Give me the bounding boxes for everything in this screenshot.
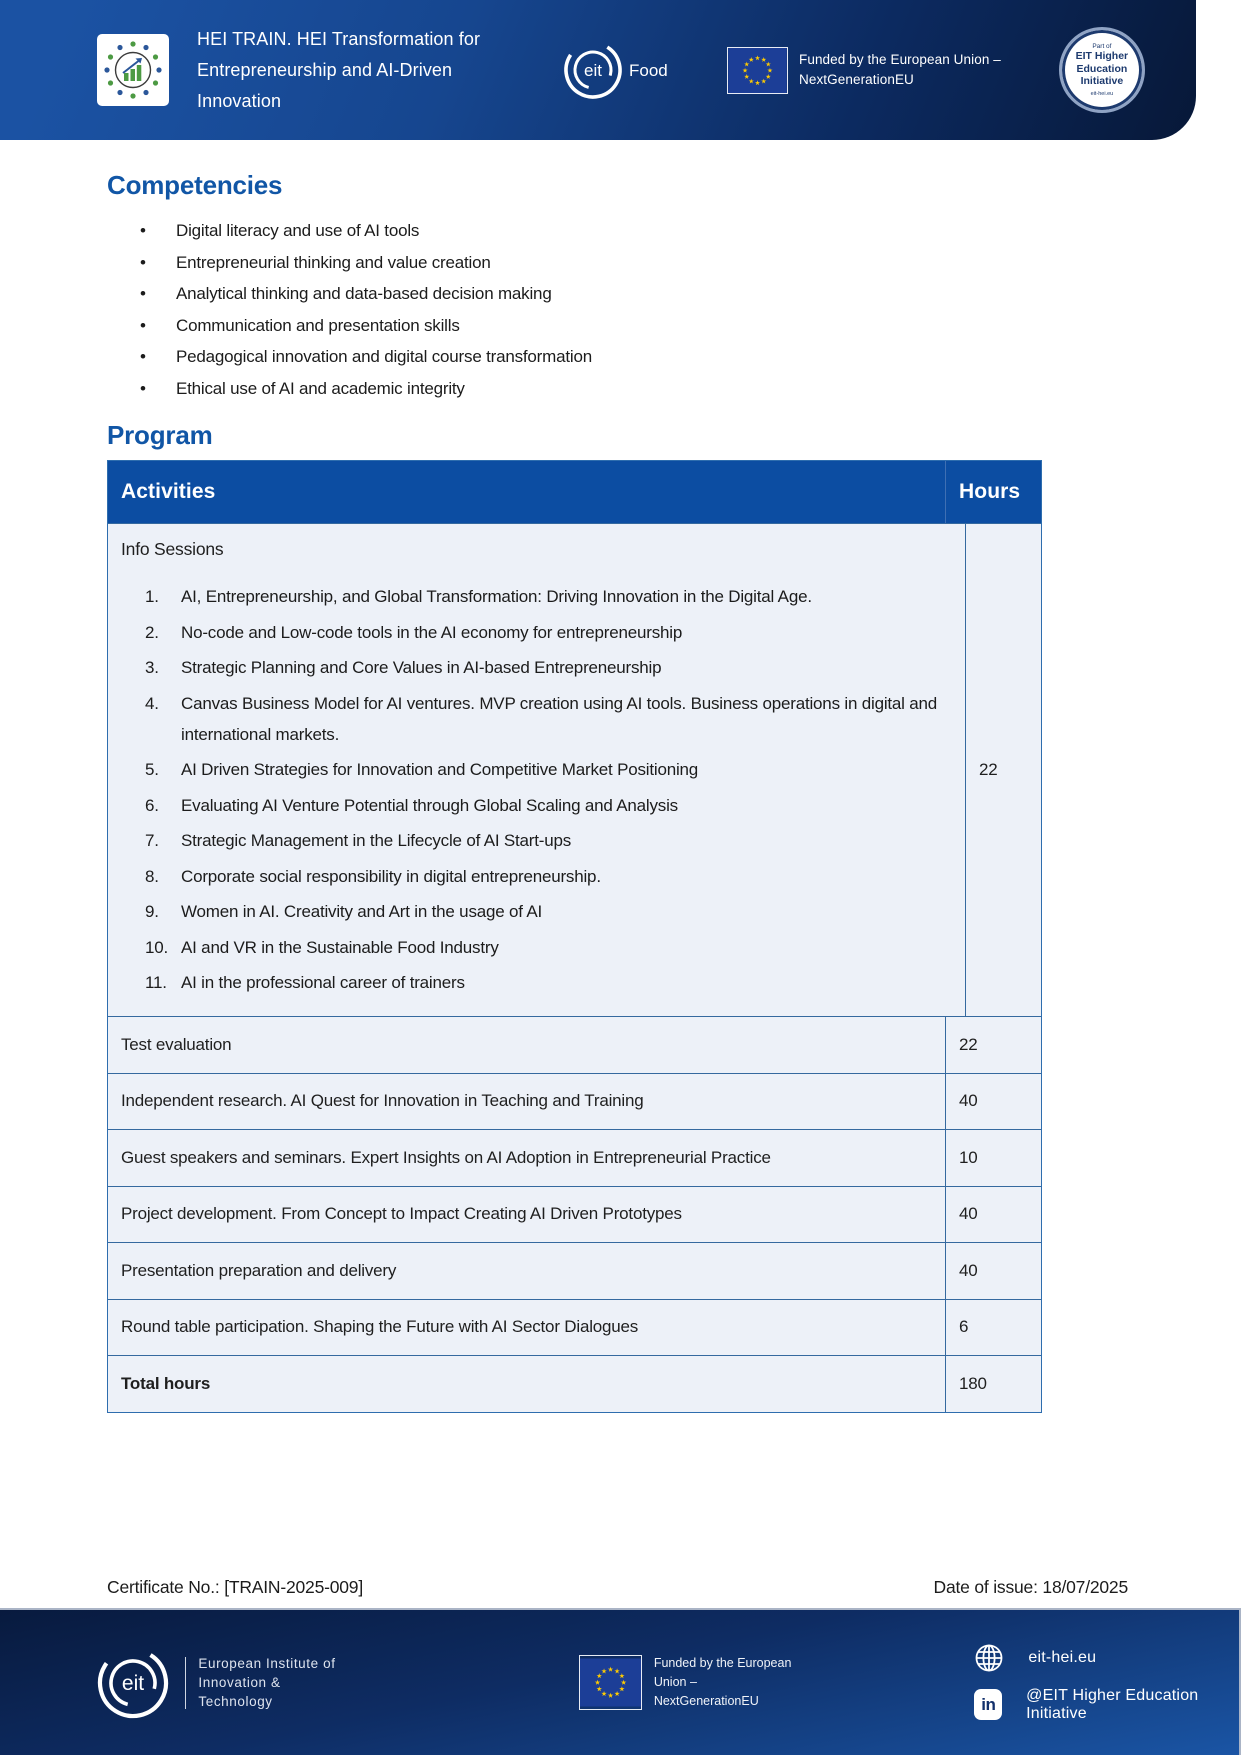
footer-eit-logo-text: eit	[121, 1671, 145, 1695]
header-eu-funding	[727, 47, 1001, 94]
competency-item: • Communication and presentation skills	[140, 310, 1128, 342]
eu-funding-text	[799, 50, 1001, 90]
eit-food-logo	[557, 36, 683, 104]
hours-value: 22	[945, 1017, 1041, 1073]
hours-value: 40	[945, 1187, 1041, 1243]
competencies-list	[107, 215, 1128, 404]
session-item: AI, Entrepreneurship, and Global Transformation: Driving Innovation in the Digital Age.	[181, 587, 812, 606]
website-link-row[interactable]	[974, 1643, 1239, 1673]
competency-item: • Pedagogical innovation and digital course transformation	[140, 341, 1128, 373]
table-row	[108, 1016, 1041, 1073]
globe-icon	[974, 1643, 1004, 1673]
hei-train-logo-icon	[102, 39, 164, 101]
session-item: AI in the professional career of trainers	[181, 973, 465, 992]
footer-eu-funding-text	[654, 1654, 820, 1711]
header-title-line1: HEI TRAIN. HEI Transformation for	[197, 28, 481, 49]
session-item: Strategic Management in the Lifecycle of AI Start-ups	[181, 831, 572, 850]
certificate-line	[107, 1577, 1128, 1598]
table-row	[108, 1129, 1041, 1186]
info-sessions-list	[145, 581, 945, 998]
badge-url: eit-hei.eu	[1090, 90, 1114, 97]
date-of-issue: Date of issue: 18/07/2025	[933, 1576, 1128, 1597]
competency-item: • Analytical thinking and data-based decision making	[140, 278, 1128, 310]
session-item: Canvas Business Model for AI ventures. MVP creation using AI tools. Business operations in digital and international markets.	[181, 693, 938, 744]
hours-value: 6	[945, 1300, 1041, 1356]
certificate-number: Certificate No.: [TRAIN-2025-009]	[107, 1576, 364, 1597]
linkedin-icon: in	[974, 1689, 1002, 1720]
footer-eu-funding	[579, 1654, 820, 1711]
table-row	[108, 1186, 1041, 1243]
session-item: Women in AI. Creativity and Art in the usage of AI	[181, 902, 543, 921]
session-item: Corporate social responsibility in digital entrepreneurship.	[181, 866, 601, 886]
activity-label: Presentation preparation and delivery	[121, 1260, 397, 1280]
info-sessions-title: Info Sessions	[121, 539, 224, 559]
column-header-activities: Activities	[121, 480, 216, 503]
website-url[interactable]: eit-hei.eu	[1028, 1648, 1097, 1666]
eit-food-label: Food	[629, 61, 668, 80]
eu-funding-line1: Funded by the European Union –	[799, 52, 1001, 67]
footer-eit-logo	[93, 1642, 173, 1724]
footer-eu-flag-icon	[579, 1655, 642, 1710]
eu-flag-icon	[727, 47, 788, 94]
footer-institute-line1: European Institute of	[198, 1656, 336, 1671]
program-heading: Program	[107, 420, 213, 450]
session-item: Evaluating AI Venture Potential through Global Scaling and Analysis	[181, 795, 678, 815]
competencies-heading: Competencies	[107, 170, 283, 200]
footer-institute-line2: Innovation & Technology	[198, 1675, 281, 1709]
activity-label: Project development. From Concept to Impact Creating AI Driven Prototypes	[121, 1204, 682, 1224]
hours-value: 22	[965, 524, 1061, 1016]
hours-value: 40	[945, 1074, 1041, 1130]
main-content	[107, 140, 1128, 1598]
hours-value: 10	[945, 1130, 1041, 1186]
footer-eu-funding-line2: NextGenerationEU	[653, 1694, 759, 1708]
competency-item: • Ethical use of AI and academic integrity	[140, 373, 1128, 405]
badge-line3: Initiative	[1080, 75, 1124, 88]
session-item: No-code and Low-code tools in the AI economy for entrepreneurship	[181, 622, 683, 642]
table-row-info-sessions	[108, 523, 1041, 1016]
badge-line1: EIT Higher	[1075, 50, 1129, 63]
eit-logo-text: eit	[584, 61, 602, 80]
session-item: AI Driven Strategies for Innovation and Competitive Market Positioning	[181, 760, 699, 779]
eu-funding-line2: NextGenerationEU	[799, 72, 914, 87]
badge-part-of: Part of	[1092, 43, 1112, 51]
table-row	[108, 1299, 1041, 1356]
footer-links	[974, 1643, 1239, 1723]
column-header-hours: Hours	[945, 461, 1041, 523]
table-row-total	[108, 1355, 1041, 1412]
footer-divider	[185, 1657, 186, 1709]
footer-banner	[0, 1608, 1241, 1755]
hours-value: 40	[945, 1243, 1041, 1299]
session-item: AI and VR in the Sustainable Food Industry	[181, 937, 499, 957]
activity-label: Independent research. AI Quest for Innovation in Teaching and Training	[121, 1091, 644, 1111]
footer-eu-funding-line1: Funded by the European Union –	[653, 1656, 792, 1689]
table-row	[108, 1242, 1041, 1299]
table-header-row	[108, 461, 1041, 523]
linkedin-handle[interactable]: @EIT Higher Education Initiative	[1026, 1686, 1199, 1722]
badge-line2: Education	[1076, 62, 1128, 75]
session-item: Strategic Planning and Core Values in AI-based Entrepreneurship	[181, 658, 662, 677]
competency-item: • Entrepreneurial thinking and value creation	[140, 247, 1128, 279]
program-table	[107, 460, 1042, 1413]
hei-train-logo	[97, 34, 169, 106]
competency-item: • Digital literacy and use of AI tools	[140, 215, 1128, 247]
total-hours-label: Total hours	[121, 1373, 211, 1393]
activity-label: Guest speakers and seminars. Expert Insights on AI Adoption in Entrepreneurial Practice	[121, 1147, 771, 1167]
activity-label: Test evaluation	[121, 1034, 232, 1054]
table-row	[108, 1073, 1041, 1130]
header-title	[197, 24, 497, 117]
activity-label: Round table participation. Shaping the Future with AI Sector Dialogues	[121, 1317, 639, 1337]
eit-hei-badge	[1059, 27, 1145, 113]
total-hours-value: 180	[945, 1356, 1041, 1412]
header-title-line2: Entrepreneurship and AI-Driven Innovation	[197, 59, 453, 111]
header-banner	[0, 0, 1196, 140]
footer-institute-text	[198, 1654, 343, 1711]
linkedin-link-row[interactable]	[974, 1687, 1239, 1723]
info-sessions-cell	[108, 524, 965, 1016]
